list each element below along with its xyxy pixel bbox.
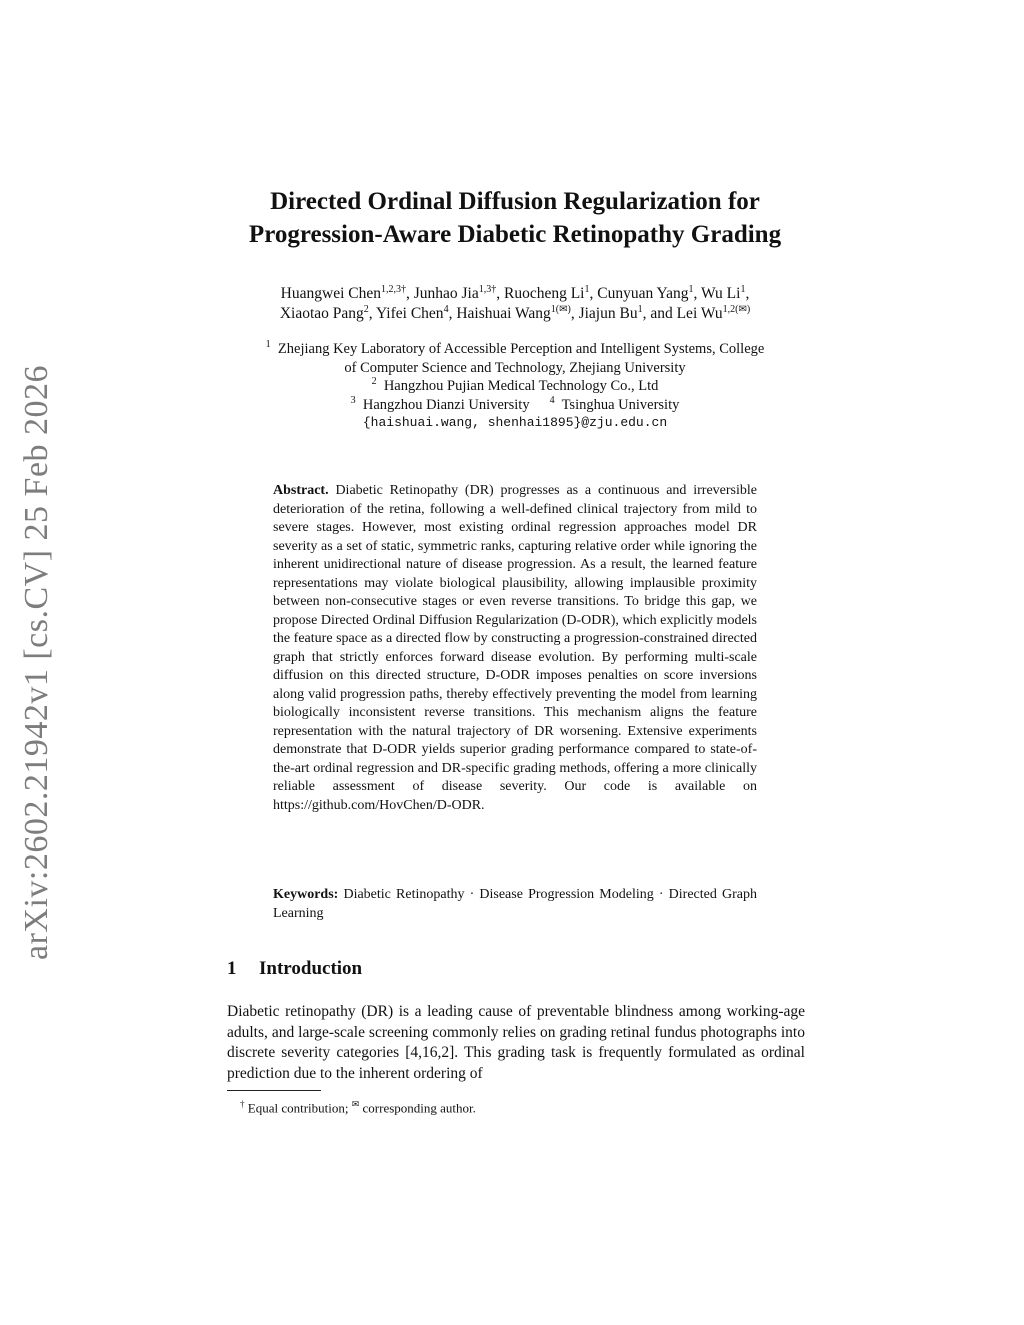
abstract-text: Diabetic Retinopathy (DR) progresses as a continuous and irreversible deterioration of the retina, following a well-defined clinical trajectory from mild to severe stages. However, most existing ordinal regression approaches model DR severity as a set of static, symmetric ranks, capturing relative order while ignoring the inherent unidirectional nature of disease progression. As a result, the learned feature representations may violate biological plausibility, allowing implausible proximity between non-consecutive stages or even reverse transitions. To bridge this gap, we propose Directed Ordinal Diffusion Regularization (D-ODR), which explicitly models the feature space as a directed flow by constructing a progression-constrained directed graph that strictly enforces forward disease evolution. By performing multi-scale diffusion on this directed structure, D-ODR imposes penalties on score inversions along valid progression paths, thereby effectively preventing the model from learning biologically inconsistent reverse transitions. This mechanism aligns the feature representation with the natural trajectory of DR worsening. Extensive experiments demonstrate that D-ODR yields superior grading performance compared to state-of-the-art ordinal regression and DR-specific grading methods, offering a more clinically reliable assessment of disease severity. Our code is available on https://github.com/HovChen/D-ODR.	[273, 483, 757, 813]
author-name: Haishuai Wang	[456, 305, 551, 322]
keywords	[273, 886, 757, 923]
footnote-corresponding: corresponding author.	[362, 1100, 476, 1116]
footnote	[240, 1096, 800, 1116]
paper-title	[180, 185, 850, 251]
affiliation-1-cont: of Computer Science and Technology, Zhejiang University	[344, 359, 686, 376]
author-name: Lei Wu	[676, 305, 723, 322]
author-name: Yifei Chen	[375, 305, 444, 322]
author-name: Jiajun Bu	[578, 305, 638, 322]
author-affiliation-mark: 1	[637, 303, 643, 315]
author-affiliation-mark: 1	[740, 283, 746, 295]
section-title: Introduction	[259, 958, 363, 979]
title-line-2: Progression-Aware Diabetic Retinopathy Grading	[248, 221, 782, 248]
affiliation-1: $^1$ Zhejiang Key Laboratory of Accessible Perception and Intelligent Systems, College	[265, 339, 765, 357]
author-name: Junhao Jia	[413, 285, 479, 302]
keywords-text: Diabetic Retinopathy · Disease Progression Modeling · Directed Graph Learning	[273, 887, 758, 921]
author-name: Ruocheng Li	[503, 285, 585, 302]
author-line-2: Xiaotao Pang$^2$, Yifei Chen$^4$, Haishuai Wang$^{1(✉)}$, Jiajun Bu$^1$, and Lei $Wu^{1,2(✉)}$	[279, 303, 751, 322]
dagger-mark: †	[240, 1099, 245, 1109]
author-affiliation-mark: 1(✉)	[550, 303, 571, 315]
author-name: Cunyuan Yang	[597, 285, 689, 302]
contact-emails: {haishuai.wang, shenhai1895}@zju.edu.cn	[362, 415, 668, 430]
author-affiliation-mark: 2	[363, 303, 369, 315]
footnote-equal-contribution: Equal contribution;	[247, 1100, 349, 1116]
section-number: 1	[227, 958, 237, 979]
envelope-icon: ✉	[351, 1099, 360, 1109]
author-line-1: Huangwei Chen$^{1,2,3\dagger}$, Junhao Jia$^{1,3\dagger}$, Ruocheng Li$^1$, Cunyuan Yang$^1$, Wu Li$^1$,	[280, 283, 750, 302]
author-affiliation-mark: 1,3†	[478, 283, 497, 295]
author-name: Wu Li	[701, 285, 741, 302]
footnote-rule	[227, 1090, 321, 1091]
affiliation-2: $^2$ Hangzhou Pujian Medical Technology Co., Ltd	[371, 376, 659, 394]
section-heading-introduction	[227, 957, 627, 981]
author-affiliation-mark: 1,2(✉)	[722, 303, 751, 315]
introduction-paragraph: Diabetic retinopathy (DR) is a leading cause of preventable blindness among working-age adults, and large-scale screening commonly relies on grading retinal fundus photographs into discrete severity categories [4,16,2]. This grading task is frequently formulated as ordinal prediction due to the inherent ordering of	[227, 1003, 805, 1082]
author-affiliation-mark: 1,2,3†	[380, 283, 406, 295]
abstract	[273, 482, 757, 815]
author-affiliation-mark: 1	[688, 283, 694, 295]
affiliation-block	[200, 340, 830, 433]
abstract-label: Abstract.	[273, 483, 329, 498]
arxiv-side-stamp: arXiv:2602.21942v1 [cs.CV] 25 Feb 2026	[18, 364, 55, 960]
affiliation-3-4: $^3$ Hangzhou Dianzi University $^4$ Tsinghua University	[350, 394, 680, 413]
title-line-1: Directed Ordinal Diffusion Regularization for	[270, 188, 760, 215]
keywords-label: Keywords:	[273, 887, 339, 902]
author-list	[200, 284, 830, 324]
author-name: Xiaotao Pang	[279, 305, 364, 322]
author-affiliation-mark: 1	[584, 283, 590, 295]
author-affiliation-mark: 4	[443, 303, 449, 315]
author-name: Huangwei Chen	[280, 285, 381, 302]
